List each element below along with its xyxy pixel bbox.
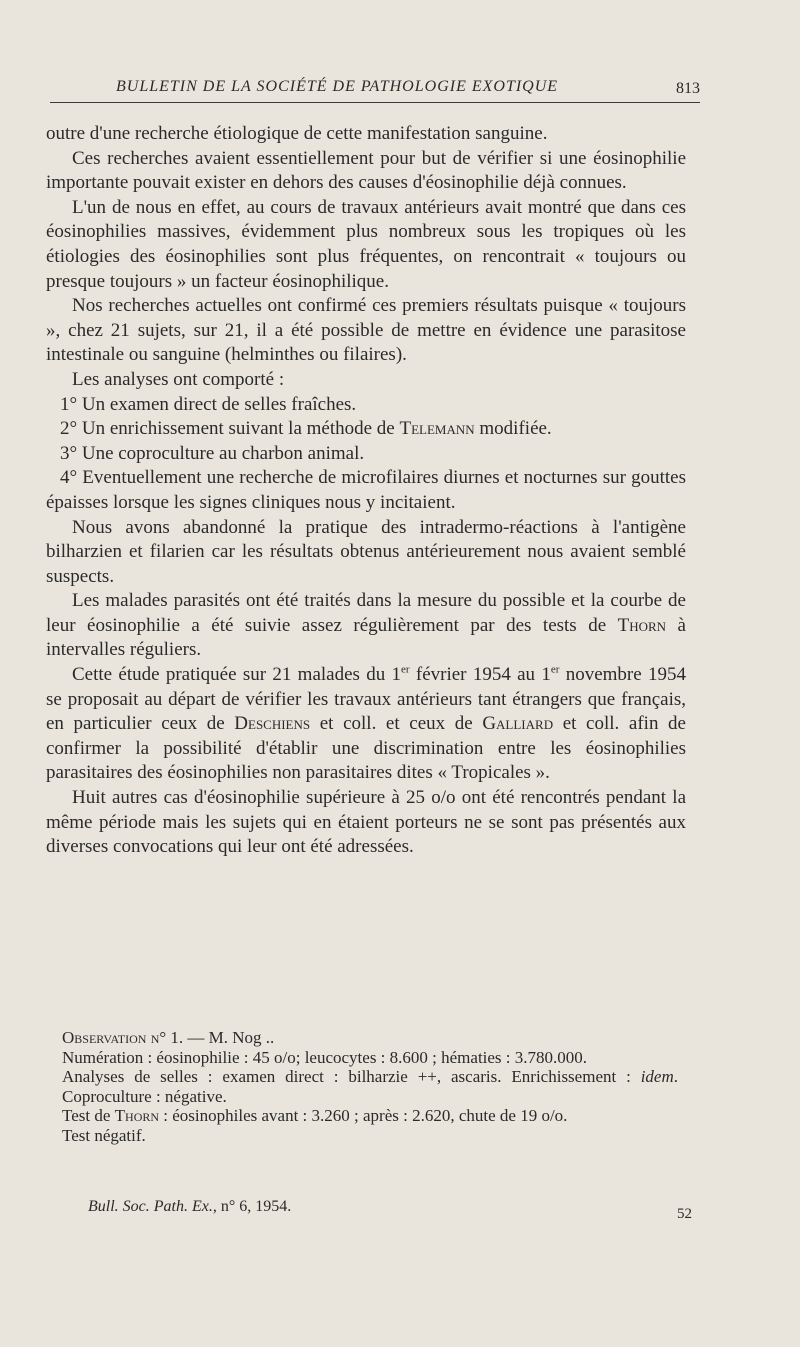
paragraph: Nos recherches actuelles ont confirmé ces premiers résultats puisque « toujours », chez 21 sujets, sur 21, il a été possible de mettre en évidence une parasitose intestinale ou sanguine (helminthes ou filaires). (46, 295, 686, 366)
paragraph: Les analyses ont comporté : (72, 368, 285, 390)
citation (88, 1198, 291, 1216)
paragraph-text: et coll. et ceux de (310, 713, 483, 735)
page-number: 813 (676, 80, 700, 97)
journal-title: BULLETIN DE LA SOCIÉTÉ DE PATHOLOGIE EXOTIQUE (116, 78, 559, 95)
author-name: Deschiens (234, 713, 311, 735)
author-name: Telemann (399, 418, 475, 440)
paragraph: Ces recherches avaient essentiellement pour but de vérifier si une éosinophilie importante pouvait exister en dehors des causes d'éosinophilie déjà connues. (46, 147, 686, 194)
observation-text: Test de (62, 1106, 115, 1125)
observation-line (62, 1067, 678, 1106)
paragraph: L'un de nous en effet, au cours de travaux antérieurs avait montré que dans ces éosinophilies massives, évidemment plus nombreux sous les tropiques où les étiologies des éosinophilies sont plus fréquentes, on rencontrait « toujours ou presque toujours » un facteur éosinophilique. (46, 196, 686, 292)
running-header (50, 76, 700, 103)
observation-text: . Coproculture : négative. (62, 1067, 678, 1106)
list-item-text: 2° Un enrichissement suivant la méthode de (60, 418, 400, 440)
observation-text: Analyses de selles : examen direct : bilharzie ++, ascaris. Enrichissement : (62, 1067, 641, 1086)
observation-subject: — M. Nog .. (183, 1028, 275, 1047)
author-name: Thorn (114, 1106, 160, 1125)
page-footer (88, 1198, 700, 1228)
author-name: Galliard (482, 713, 554, 735)
observation-italic: idem (640, 1067, 674, 1086)
paragraph: Huit autres cas d'éosinophilie supérieure à 25 o/o ont été rencontrés pendant la même période mais les sujets qui en étaient porteurs ne se sont pas présentés aux diverses convocations qui leur ont été adressées. (46, 787, 686, 858)
observation-heading (62, 1028, 678, 1048)
observation-line (62, 1106, 678, 1126)
author-name: Thorn (617, 614, 667, 636)
observation-label: Observation n° 1. (62, 1028, 184, 1047)
paragraph: Nous avons abandonné la pratique des intradermo-réactions à l'antigène bilharzien et filarien car les résultats obtenus antérieurement nous avaient semblé suspects. (46, 516, 686, 587)
list-item: 3° Une coproculture au charbon animal. (60, 442, 365, 464)
paragraph (46, 663, 686, 786)
paragraph-text: Les malades parasités ont été traités dans la mesure du possible et la courbe de leur éosinophilie a été suivie assez régulièrement par des tests de (46, 590, 686, 636)
observation-line (62, 1048, 678, 1068)
list-item-text: modifiée. (474, 418, 552, 440)
paragraph-text: à intervalles réguliers. (46, 614, 686, 661)
observation-line: Test négatif. (62, 1125, 146, 1145)
citation-journal: Bull. Soc. Path. Ex. (88, 1198, 213, 1215)
paragraph-text: novembre 1954 se proposait au départ de vérifier les travaux antérieurs tant étrangers que français, en particulier ceux de (46, 664, 686, 735)
observation-text: Numération : éosinophilie : 45 o/o; leucocytes : 8.600 ; hématies : 3.780.000. (62, 1047, 588, 1067)
paragraph-text: Cette étude pratiquée sur 21 malades du 1 (72, 664, 402, 686)
paragraph: outre d'une recherche étiologique de cette manifestation sanguine. (46, 123, 548, 144)
citation-issue: , n° 6, 1954. (212, 1198, 292, 1215)
paragraph (46, 589, 686, 663)
superscript: er (401, 663, 410, 676)
observation-block (62, 1028, 678, 1145)
list-item: 1° Un examen direct de selles fraîches. (60, 393, 357, 415)
paragraph-text: février 1954 au 1 (409, 664, 551, 686)
observation-text: : éosinophiles avant : 3.260 ; après : 2.620, chute de 19 o/o. (159, 1106, 568, 1125)
superscript: er (550, 663, 560, 676)
signature-mark: 52 (677, 1206, 692, 1222)
list-item: 4° Eventuellement une recherche de microfilaires diurnes et nocturnes sur gouttes épaisses lorsque les signes cliniques nous y incitaient. (46, 467, 686, 513)
paragraph-text: et coll. afin de confirmer la possibilité d'établir une discrimination entre les éosinophilies parasitaires des éosinophilies non parasitaires dites « Tropicales ». (46, 713, 686, 784)
body-text (46, 122, 686, 860)
list-item (46, 417, 686, 442)
